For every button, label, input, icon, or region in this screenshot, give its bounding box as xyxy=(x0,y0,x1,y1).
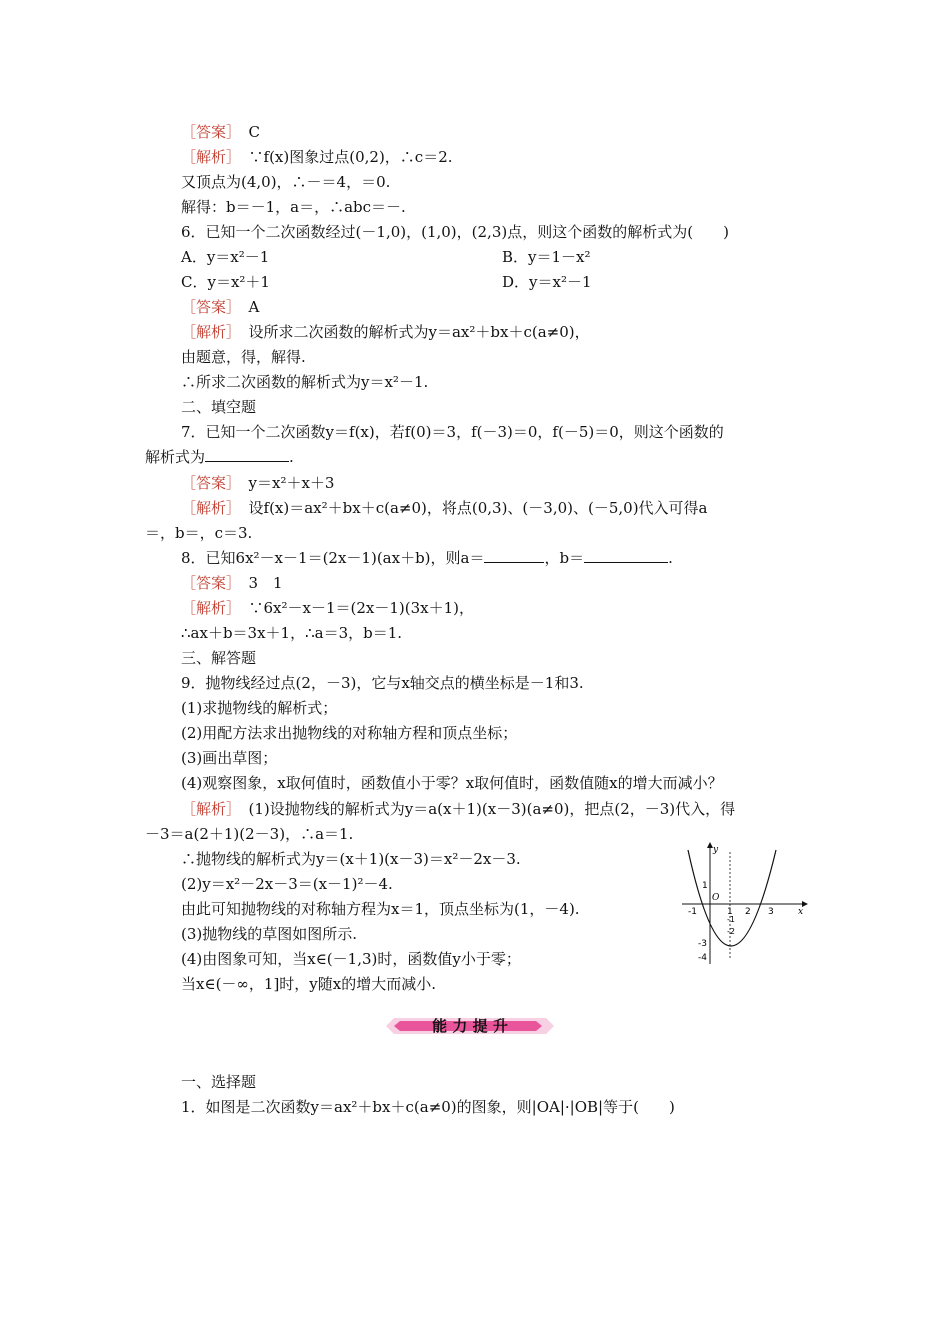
text-line xyxy=(181,346,306,368)
line-text: (2)y＝x²－2x－3＝(x－1)²－4. xyxy=(181,875,393,893)
line-text: ，b＝ xyxy=(544,549,585,567)
text-line xyxy=(181,146,453,168)
text-line xyxy=(181,472,334,494)
line-text: ∴ax＋b＝3x＋1，∴a＝3，b＝1. xyxy=(181,624,403,642)
line-text: 3 1 xyxy=(233,574,283,592)
parabola-sketch xyxy=(682,842,808,966)
line-text: 7．已知一个二次函数y＝f(x)，若f(0)＝3，f(－3)＝0，f(－5)＝0，则这个函数的 xyxy=(181,423,724,441)
tick-y-neg3: -3 xyxy=(698,939,707,949)
line-text: . xyxy=(289,448,294,466)
text-line xyxy=(181,547,673,569)
text-line xyxy=(181,923,357,945)
line-text: 9．抛物线经过点(2，－3)，它与x轴交点的横坐标是－1和3. xyxy=(181,674,584,692)
line-text: 设f(x)＝ax²＋bx＋c(a≠0)，将点(0,3)、(－3,0)、(－5,0)代入可得a xyxy=(233,499,708,517)
answer-tag: ［解析］ xyxy=(181,148,234,166)
tick-x-neg1: -1 xyxy=(688,907,697,917)
answer-tag: ［解析］ xyxy=(181,800,234,818)
text-line xyxy=(181,421,724,443)
line-text: 又顶点为(4,0)，∴－＝4，＝0. xyxy=(181,173,391,191)
text-line xyxy=(181,848,521,870)
text-line xyxy=(181,873,393,895)
line-text: 解析式为 xyxy=(145,448,206,466)
text-line xyxy=(181,798,735,820)
line-text: (1)设抛物线的解析式为y＝a(x＋1)(x－3)(a≠0)，把点(2，－3)代入，得 xyxy=(233,800,736,818)
section-banner xyxy=(386,1012,554,1040)
option-line: B．y＝1－x² xyxy=(502,248,591,266)
answer-tag: ［解析］ xyxy=(181,499,234,517)
answer-tag: ［答案］ xyxy=(181,574,234,592)
answer-blank[interactable] xyxy=(205,447,289,462)
line-text: ∴所求二次函数的解析式为y＝x²－1. xyxy=(181,373,429,391)
text-line xyxy=(145,823,353,845)
text-line xyxy=(181,1071,256,1093)
line-text: C xyxy=(233,123,260,141)
text-line xyxy=(181,271,270,293)
answer-tag: ［解析］ xyxy=(181,599,234,617)
line-text: 二、填空题 xyxy=(181,398,257,416)
answer-tag: ［答案］ xyxy=(181,298,234,316)
text-line xyxy=(181,396,256,418)
line-text: 6．已知一个二次函数经过(－1,0)，(1,0)，(2,3)点，则这个函数的解析式为( ) xyxy=(181,223,729,241)
line-text: 解得：b＝－1，a＝，∴abc＝－. xyxy=(181,198,406,216)
line-text: (4)观察图象，x取何值时，函数值小于零？x取何值时，函数值随x的增大而减小？ xyxy=(181,774,723,792)
tick-x-2: 2 xyxy=(745,907,751,917)
line-text: 三、解答题 xyxy=(181,649,257,667)
tick-y-1: 1 xyxy=(702,881,708,891)
line-text: . xyxy=(668,549,673,567)
text-line xyxy=(181,597,474,619)
text-line xyxy=(181,973,436,995)
line-text: 由题意，得，解得. xyxy=(181,348,306,366)
line-text: (3)画出草图； xyxy=(181,749,278,767)
tick-x-3: 3 xyxy=(768,907,774,917)
line-text: C．y＝x²＋1 xyxy=(181,273,270,291)
line-text: (3)抛物线的草图如图所示. xyxy=(181,925,358,943)
line-text: A．y＝x²－1 xyxy=(181,248,270,266)
tick-y-neg1: -1 xyxy=(727,915,735,924)
text-line xyxy=(181,171,390,193)
text-line xyxy=(181,898,580,920)
line-text: 1．如图是二次函数y＝ax²＋bx＋c(a≠0)的图象，则|OA|·|OB|等于( ) xyxy=(181,1098,675,1116)
text-line xyxy=(181,196,406,218)
text-line xyxy=(145,446,294,468)
line-text: 设所求二次函数的解析式为y＝ax²＋bx＋c(a≠0)， xyxy=(233,323,590,341)
tick-y-neg4: -4 xyxy=(698,953,707,963)
option-line: D．y＝x²－1 xyxy=(502,273,592,291)
x-axis-label: x xyxy=(798,907,804,917)
line-text: ∴抛物线的解析式为y＝(x＋1)(x－3)＝x²－2x－3. xyxy=(181,850,521,868)
tick-x-1: 1 xyxy=(727,907,733,917)
line-text: 由此可知抛物线的对称轴方程为x＝1，顶点坐标为(1，－4). xyxy=(181,900,580,918)
text-line xyxy=(181,672,584,694)
line-text: (2)用配方法求出抛物线的对称轴方程和顶点坐标； xyxy=(181,724,518,742)
text-line xyxy=(181,321,590,343)
text-line xyxy=(181,622,402,644)
answer-blank-b[interactable] xyxy=(584,548,668,563)
text-line xyxy=(181,121,260,143)
answer-tag: ［答案］ xyxy=(181,123,234,141)
origin-label: O xyxy=(712,893,720,903)
text-line xyxy=(181,772,723,794)
line-text: 一、选择题 xyxy=(181,1073,257,1091)
line-text: 当x∈(－∞，1]时，y随x的增大而减小. xyxy=(181,975,437,993)
line-text: 8．已知6x²－x－1＝(2x－1)(ax＋b)，则a＝ xyxy=(181,549,485,567)
text-line xyxy=(181,371,428,393)
text-line xyxy=(181,296,259,318)
text-line xyxy=(181,647,256,669)
line-text: ∵6x²－x－1＝(2x－1)(3x＋1)， xyxy=(233,599,475,617)
answer-tag: ［答案］ xyxy=(181,474,234,492)
text-line xyxy=(181,722,517,744)
line-text: (1)求抛物线的解析式； xyxy=(181,699,338,717)
text-line xyxy=(181,1096,675,1118)
line-text: (4)由图象可知，当x∈(－1,3)时，函数值y小于零； xyxy=(181,950,521,968)
text-line xyxy=(181,747,277,769)
text-line xyxy=(181,572,283,594)
line-text: ∵f(x)图象过点(0,2)，∴c＝2. xyxy=(233,148,453,166)
text-line xyxy=(181,948,521,970)
answer-blank-a[interactable] xyxy=(484,548,544,563)
text-line xyxy=(145,522,252,544)
line-text: －3＝a(2＋1)(2－3)，∴a＝1. xyxy=(145,825,354,843)
banner-title: 能 力 提 升 xyxy=(432,1017,508,1035)
y-axis-label: y xyxy=(713,845,719,855)
line-text: ＝，b＝，c＝3. xyxy=(145,524,253,542)
text-line xyxy=(181,697,337,719)
answer-tag: ［解析］ xyxy=(181,323,234,341)
tick-y-neg2: -2 xyxy=(727,927,735,936)
text-line xyxy=(181,246,269,268)
line-text: y＝x²＋x＋3 xyxy=(233,474,335,492)
text-line xyxy=(181,221,729,243)
text-line xyxy=(181,497,708,519)
line-text: A xyxy=(233,298,260,316)
